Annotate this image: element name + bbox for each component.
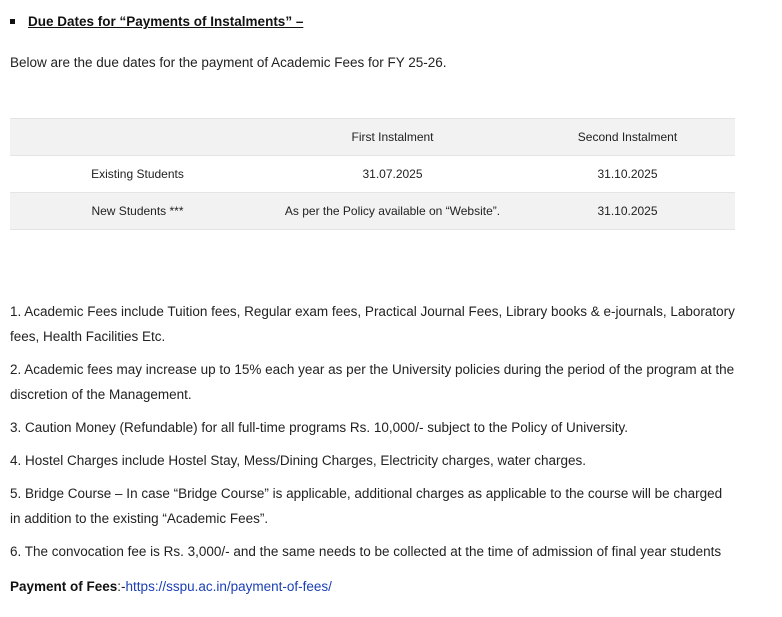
second-instalment-date: 31.10.2025 bbox=[520, 156, 735, 193]
note-item: 4. Hostel Charges include Hostel Stay, Mess/Dining Charges, Electricity charges, water charges. bbox=[10, 453, 586, 468]
header-cell-empty bbox=[10, 119, 265, 156]
due-dates-table bbox=[10, 118, 735, 230]
note-item: 6. The convocation fee is Rs. 3,000/- and the same needs to be collected at the time of admission of final year students bbox=[10, 544, 722, 559]
payment-separator: :- bbox=[117, 579, 126, 594]
note-item: 2. Academic fees may increase up to 15% each year as per the University policies during the period of the program at the discretion of the Management. bbox=[10, 362, 735, 402]
bullet-icon bbox=[10, 19, 15, 24]
row-label: New Students *** bbox=[10, 193, 265, 230]
first-instalment-date: 31.07.2025 bbox=[265, 156, 520, 193]
note-item: 5. Bridge Course – In case “Bridge Course” is applicable, additional charges as applicable to the course will be charged in addition to the existing “Academic Fees”. bbox=[10, 486, 723, 526]
table-header-row bbox=[10, 119, 735, 156]
notes-list bbox=[10, 299, 735, 572]
payment-label: Payment of Fees bbox=[10, 579, 118, 594]
note-item: 3. Caution Money (Refundable) for all full-time programs Rs. 10,000/- subject to the Policy of University. bbox=[10, 420, 629, 435]
header-first-instalment: First Instalment bbox=[265, 119, 520, 156]
intro-text: Below are the due dates for the payment of Academic Fees for FY 25-26. bbox=[10, 55, 447, 70]
header-second-instalment: Second Instalment bbox=[520, 119, 735, 156]
table-row bbox=[10, 156, 735, 193]
row-label: Existing Students bbox=[10, 156, 265, 193]
payment-line bbox=[10, 577, 332, 597]
section-heading bbox=[10, 14, 303, 29]
note-item: 1. Academic Fees include Tuition fees, Regular exam fees, Practical Journal Fees, Library books & e-journals, Laboratory fees, Health Facilities Etc. bbox=[10, 304, 735, 344]
table-row bbox=[10, 193, 735, 230]
payment-link[interactable]: https://sspu.ac.in/payment-of-fees/ bbox=[125, 579, 332, 594]
second-instalment-date: 31.10.2025 bbox=[520, 193, 735, 230]
heading-text: Due Dates for “Payments of Instalments” – bbox=[28, 14, 304, 29]
first-instalment-date: As per the Policy available on “Website”. bbox=[265, 193, 520, 230]
